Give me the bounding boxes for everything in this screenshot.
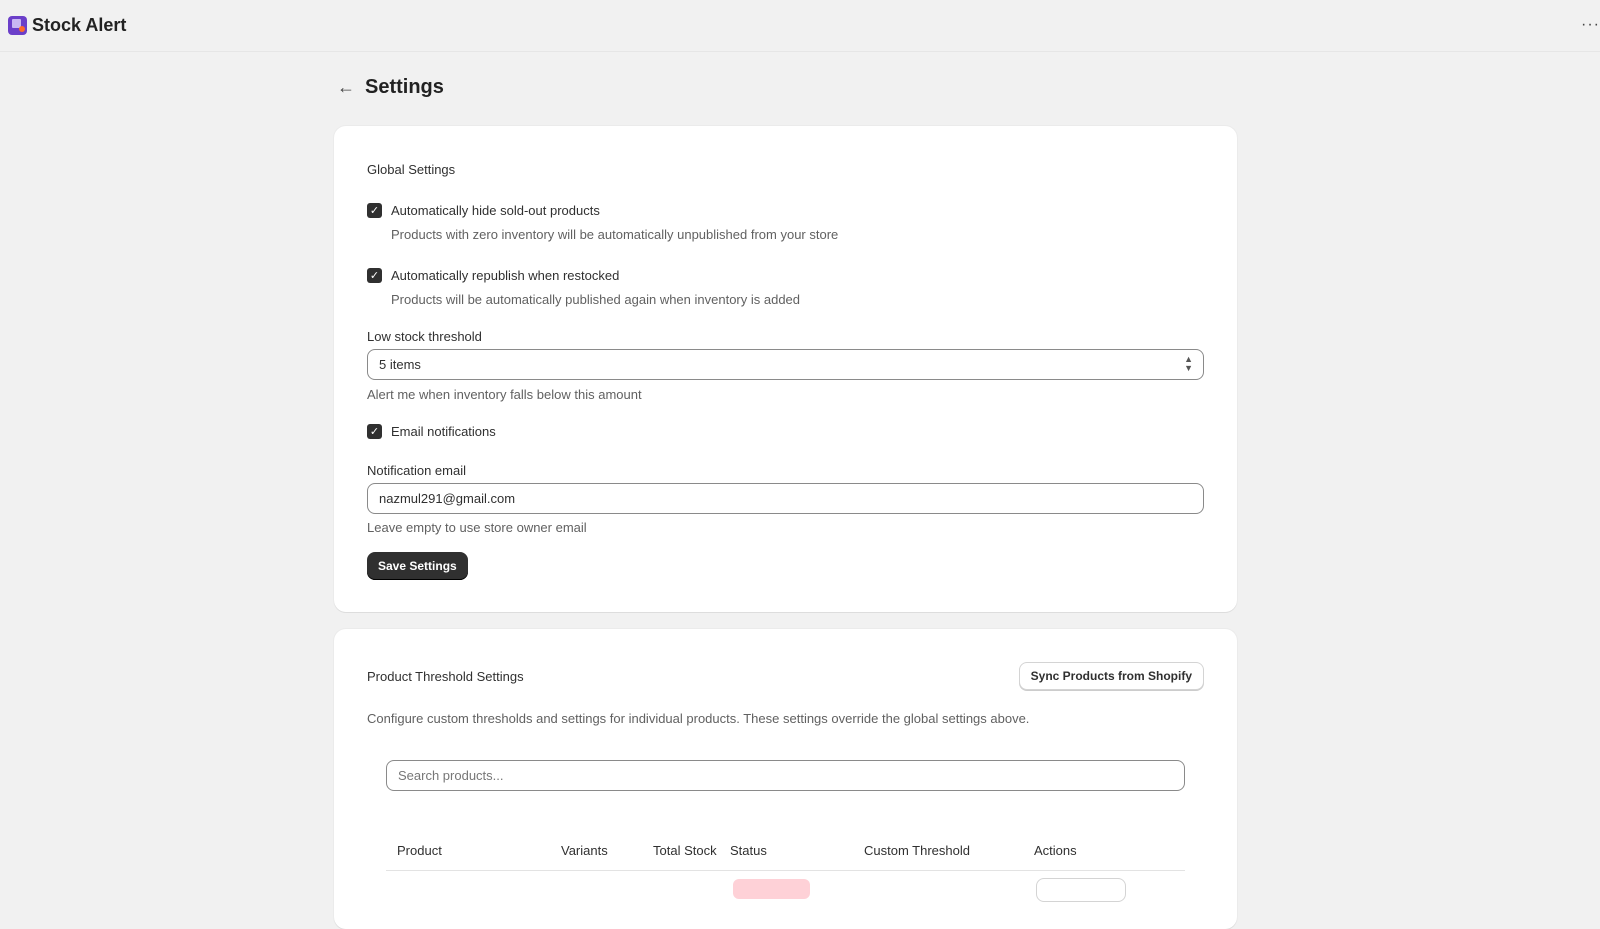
page-header	[337, 76, 444, 99]
app-logo-icon	[8, 16, 27, 35]
checkbox-checked-icon[interactable]: ✓	[367, 424, 382, 439]
search-products-input[interactable]: Search products...	[386, 760, 1185, 791]
app-topbar	[0, 0, 1600, 52]
email-notif-checkbox-row[interactable]	[367, 424, 1204, 439]
email-help: Leave empty to use store owner email	[367, 520, 587, 535]
more-actions-icon[interactable]: ···	[1581, 16, 1600, 33]
checkbox-checked-icon[interactable]: ✓	[367, 268, 382, 283]
email-value: nazmul291@gmail.com	[379, 491, 516, 506]
checkbox-checked-icon[interactable]: ✓	[367, 203, 382, 218]
table-divider	[386, 870, 1185, 871]
threshold-help: Alert me when inventory falls below this amount	[367, 387, 642, 402]
app-title: Stock Alert	[32, 15, 127, 35]
threshold-label: Low stock threshold	[367, 329, 482, 344]
hide-soldout-label: Automatically hide sold-out products	[391, 203, 600, 218]
row-action-button[interactable]	[1036, 878, 1126, 902]
status-badge	[733, 879, 810, 899]
global-settings-heading: Global Settings	[367, 162, 456, 177]
threshold-select[interactable]	[367, 349, 1204, 380]
product-threshold-description: Configure custom thresholds and settings for individual products. These settings override the global settings above.	[367, 711, 1030, 726]
back-arrow-icon[interactable]: ←	[337, 77, 355, 97]
page-title: Settings	[365, 76, 444, 98]
product-threshold-card	[334, 629, 1237, 929]
global-settings-card	[334, 126, 1237, 612]
threshold-value: 5 items	[379, 357, 421, 372]
republish-checkbox-row[interactable]	[367, 268, 1204, 283]
hide-soldout-checkbox-row[interactable]	[367, 203, 1204, 218]
select-chevron-icon: ▲ ▼	[1184, 354, 1193, 373]
email-label: Notification email	[367, 463, 466, 478]
hide-soldout-help: Products with zero inventory will be automatically unpublished from your store	[391, 227, 839, 242]
email-notif-label: Email notifications	[391, 424, 496, 439]
republish-help: Products will be automatically published again when inventory is added	[391, 292, 801, 307]
column-header-variants: Variants	[561, 843, 608, 858]
column-header-status: Status	[730, 843, 767, 858]
column-header-total-stock: Total Stock	[653, 843, 717, 858]
column-header-custom-threshold: Custom Threshold	[864, 843, 970, 858]
republish-label: Automatically republish when restocked	[391, 268, 620, 283]
column-header-actions: Actions	[1034, 843, 1077, 858]
sync-products-button[interactable]: Sync Products from Shopify	[1019, 662, 1204, 690]
product-threshold-heading: Product Threshold Settings	[367, 669, 524, 684]
column-header-product: Product	[397, 843, 442, 858]
save-settings-button[interactable]: Save Settings	[367, 552, 468, 580]
email-input[interactable]	[367, 483, 1204, 514]
